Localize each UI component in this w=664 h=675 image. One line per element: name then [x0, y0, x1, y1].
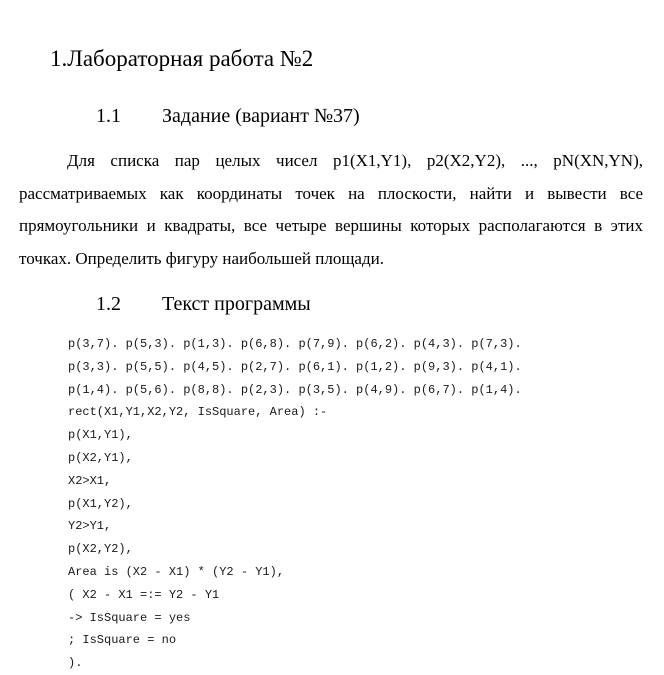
code-line: Y2>Y1, — [68, 519, 112, 534]
section-number: 1.2 — [96, 293, 121, 315]
code-line: p(X2,Y2), — [68, 542, 133, 557]
chapter-heading: 1.Лабораторная работа №2 — [50, 46, 314, 71]
code-line: p(X2,Y1), — [68, 450, 133, 465]
code-line: p(X1,Y1), — [68, 428, 133, 443]
section-number: 1.1 — [96, 105, 121, 127]
code-line: ). — [68, 656, 83, 671]
code-listing — [68, 333, 522, 675]
section-title: Текст программы — [162, 293, 311, 315]
code-line: ( X2 - X1 =:= Y2 - Y1 — [68, 587, 220, 602]
code-line: p(3,3). p(5,5). p(4,5). p(2,7). p(6,1). p(1,2). p(9,3). p(4,1). — [68, 359, 522, 374]
task-paragraph: Для списка пар целых чисел p1(X1,Y1), p2(X2,Y2), ..., pN(XN,YN), рассматриваемых как координаты точек на плоскости, найти и вывести все прямоугольники и квадраты, все четыре вершины которых располагаются в этих точках. Определить фигуру наибольшей площади. — [19, 151, 643, 268]
code-line: p(1,4). p(5,6). p(8,8). p(2,3). p(3,5). p(4,9). p(6,7). p(1,4). — [68, 382, 522, 397]
code-line: -> IsSquare = yes — [68, 610, 191, 625]
code-line: rect(X1,Y1,X2,Y2, IsSquare, Area) :- — [68, 405, 328, 420]
section-title: Задание (вариант №37) — [162, 105, 360, 127]
code-line: p(X1,Y2), — [68, 496, 133, 511]
code-line: p(3,7). p(5,3). p(1,3). p(6,8). p(7,9). p(6,2). p(4,3). p(7,3). — [68, 337, 522, 351]
code-line: Area is (X2 - X1) * (Y2 - Y1), — [68, 564, 285, 579]
code-line: ; IsSquare = no — [68, 633, 177, 648]
code-line: X2>X1, — [68, 473, 112, 488]
